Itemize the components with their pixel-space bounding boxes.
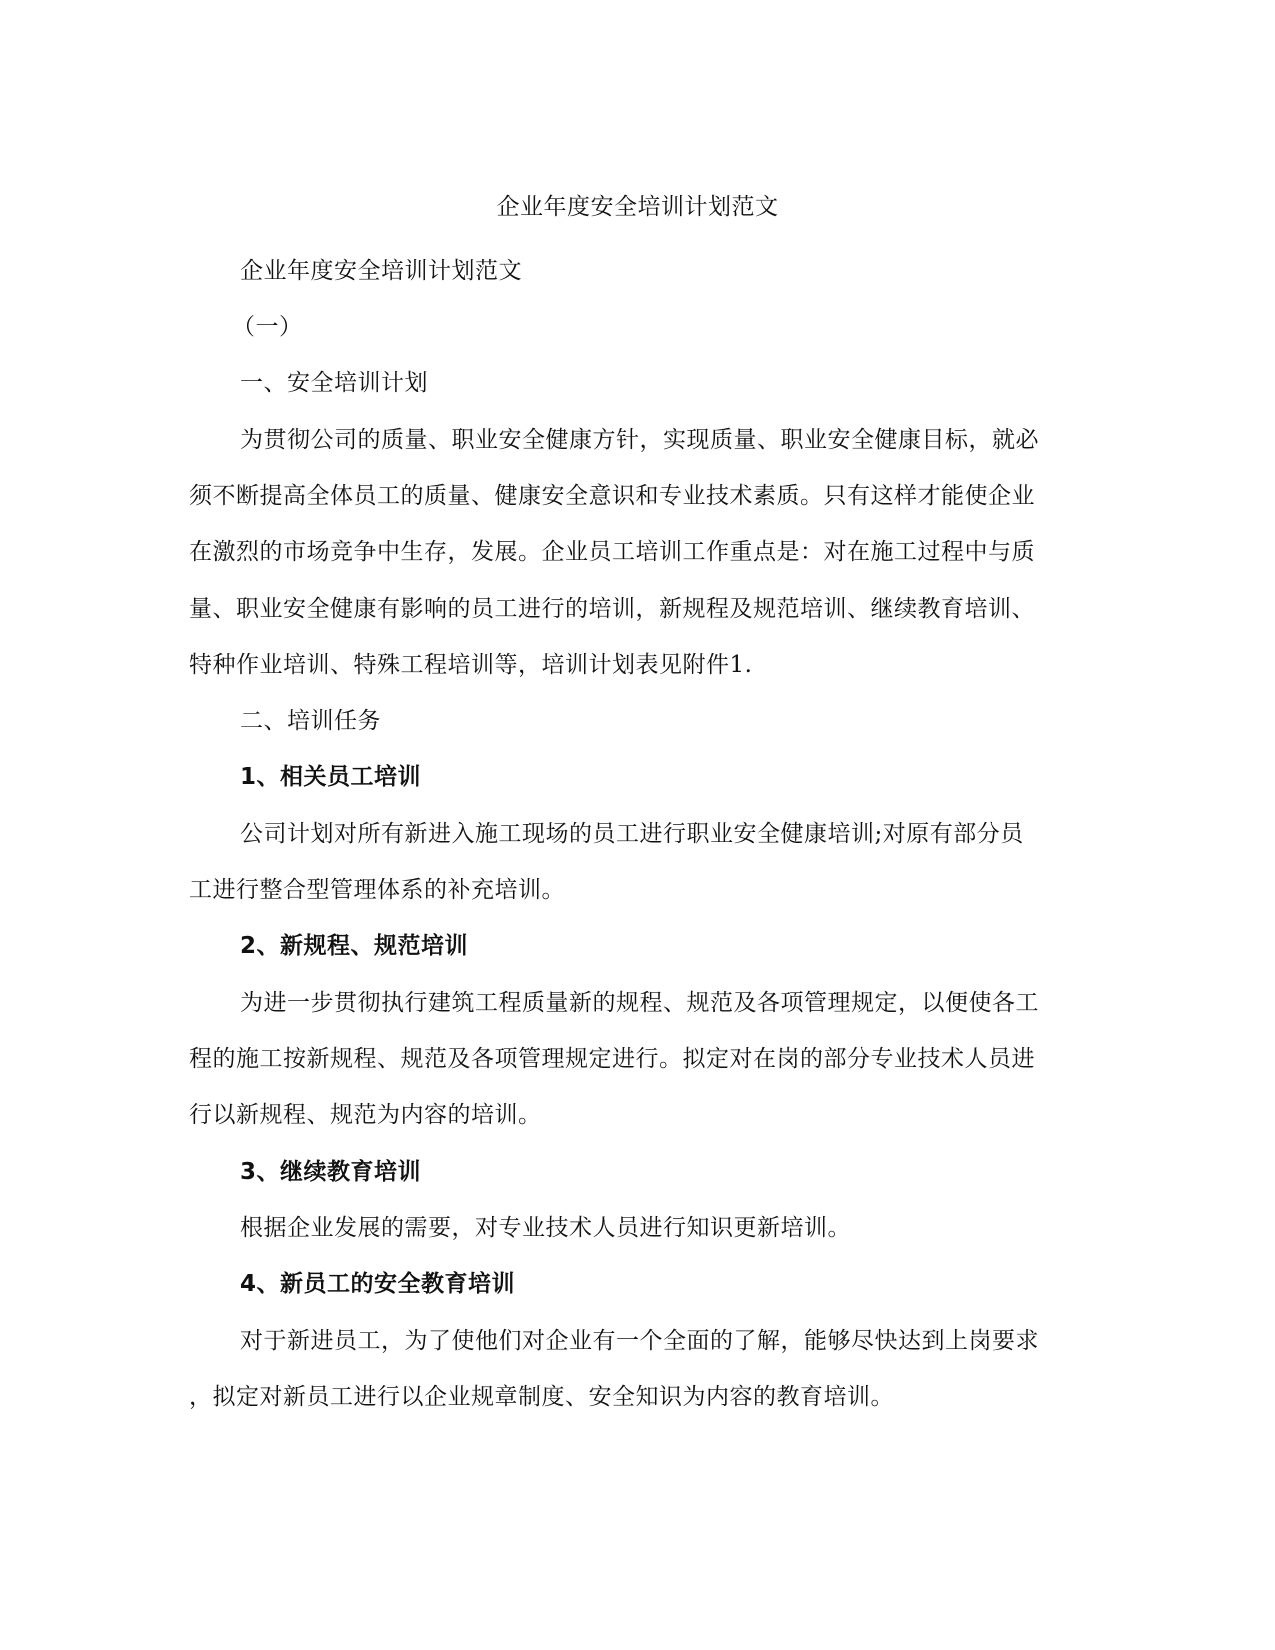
paragraph-line: 须不断提高全体员工的质量、健康安全意识和专业技术素质。只有这样才能使企业	[189, 483, 1035, 509]
paragraph-line: 在激烈的市场竞争中生存，发展。企业员工培训工作重点是：对在施工过程中与质	[189, 539, 1035, 565]
section-number: （一）	[232, 314, 303, 340]
document-title: 企业年度安全培训计划范文	[496, 194, 779, 220]
paragraph-line: 根据企业发展的需要，对专业技术人员进行知识更新培训。	[240, 1215, 851, 1241]
paragraph-line: 公司计划对所有新进入施工现场的员工进行职业安全健康培训;对原有部分员	[240, 821, 1024, 847]
heading-training-tasks: 二、培训任务	[240, 708, 381, 734]
paragraph-line: 行以新规程、规范为内容的培训。	[189, 1102, 542, 1128]
subheading-new-regulations: 2、新规程、规范培训	[240, 933, 469, 959]
heading-safety-plan: 一、安全培训计划	[240, 370, 428, 396]
paragraph-line: 特种作业培训、特殊工程培训等，培训计划表见附件1.	[189, 652, 753, 678]
paragraph-line: 量、职业安全健康有影响的员工进行的培训，新规程及规范培训、继续教育培训、	[189, 596, 1035, 622]
paragraph-line: ，拟定对新员工进行以企业规章制度、安全知识为内容的教育培训。	[189, 1384, 894, 1410]
subheading-related-staff: 1、相关员工培训	[240, 764, 422, 790]
paragraph-line: 为进一步贯彻执行建筑工程质量新的规程、规范及各项管理规定，以便使各工	[240, 990, 1039, 1016]
subheading-continuing-education: 3、继续教育培训	[240, 1159, 422, 1185]
paragraph-line: 工进行整合型管理体系的补充培训。	[189, 877, 565, 903]
subtitle: 企业年度安全培训计划范文	[240, 258, 522, 284]
paragraph-line: 对于新进员工，为了使他们对企业有一个全面的了解，能够尽快达到上岗要求	[240, 1328, 1039, 1354]
subheading-new-employee-safety: 4、新员工的安全教育培训	[240, 1271, 516, 1297]
paragraph-line: 程的施工按新规程、规范及各项管理规定进行。拟定对在岗的部分专业技术人员进	[189, 1046, 1035, 1072]
paragraph-line: 为贯彻公司的质量、职业安全健康方针，实现质量、职业安全健康目标，就必	[240, 427, 1039, 453]
